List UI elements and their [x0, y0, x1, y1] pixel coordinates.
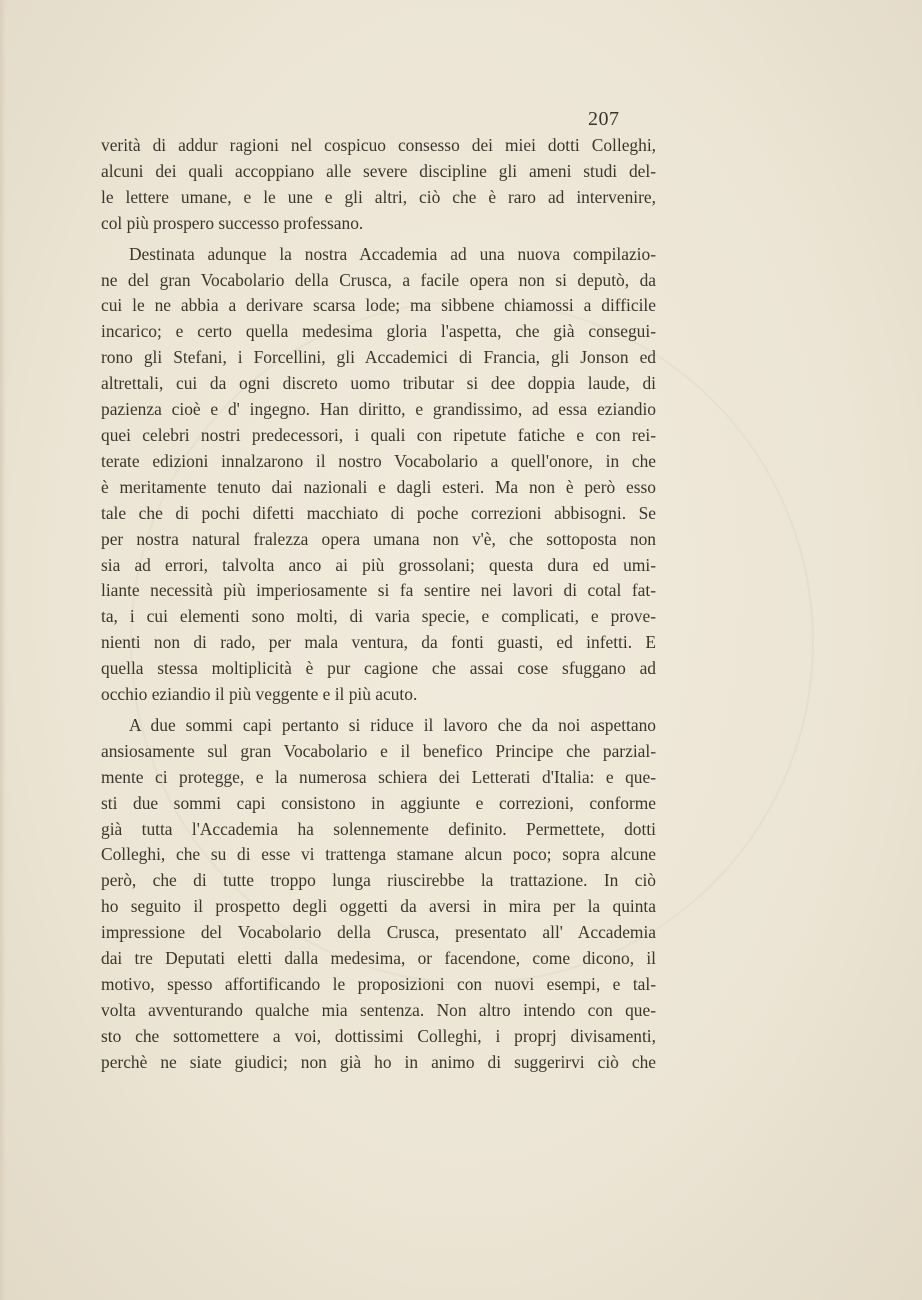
text-line: perchè ne siate giudici; non già ho in animo di suggerirvi ciò che	[101, 1051, 656, 1072]
text-line: è meritamente tenuto dai nazionali e dagli esteri. Ma non è però esso	[101, 476, 656, 497]
text-line: Destinata adunque la nostra Accademia ad una nuova compilazio-	[129, 243, 656, 264]
text-line: incarico; e certo quella medesima gloria l'aspetta, che già consegui-	[101, 321, 656, 342]
text-line: cui le ne abbia a derivare scarsa lode; ma sibbene chiamossi a difficile	[101, 295, 656, 316]
paragraph	[101, 133, 656, 237]
text-line: col più prospero successo professano.	[101, 212, 364, 233]
text-line: ansiosamente sul gran Vocabolario e il benefico Principe che parzial-	[101, 740, 656, 761]
text-line: sti due sommi capi consistono in aggiunte e correzioni, conforme	[101, 792, 656, 813]
text-line: rono gli Stefani, i Forcellini, gli Accademici di Francia, gli Jonson ed	[101, 347, 656, 368]
text-line: sto che sottomettere a voi, dottissimi Colleghi, i proprj divisamenti,	[101, 1025, 656, 1046]
text-line: impressione del Vocabolario della Crusca, presentato all' Accademia	[101, 922, 656, 943]
text-line: dai tre Deputati eletti dalla medesima, or facendone, come dicono, il	[101, 948, 656, 969]
page-edge-shadow	[0, 0, 6, 1300]
text-line: alcuni dei quali accoppiano alle severe discipline gli ameni studi del-	[101, 160, 656, 181]
text-line: ne del gran Vocabolario della Crusca, a facile opera non si deputò, da	[101, 269, 656, 290]
text-line: quei celebri nostri predecessori, i quali con ripetute fatiche e con rei-	[101, 424, 656, 445]
text-line: volta avventurando qualche mia sentenza. Non altro intendo con que-	[101, 999, 656, 1020]
paragraph	[101, 713, 656, 1076]
text-line: già tutta l'Accademia ha solennemente definito. Permettete, dotti	[101, 818, 656, 839]
text-line: però, che di tutte troppo lunga riuscirebbe la trattazione. In ciò	[101, 870, 656, 891]
text-line: liante necessità più imperiosamente si fa sentire nei lavori di cotal fat-	[101, 580, 656, 601]
text-line: occhio eziandio il più veggente e il più acuto.	[101, 684, 418, 705]
text-line: nienti non di rado, per mala ventura, da fonti guasti, ed infetti. E	[101, 632, 656, 653]
body-text	[101, 133, 656, 1076]
text-line: verità di addur ragioni nel cospicuo consesso dei miei dotti Colleghi,	[101, 135, 656, 155]
text-line: quella stessa moltiplicità è pur cagione che assai cose sfuggano ad	[101, 658, 656, 679]
text-line: terate edizioni innalzarono il nostro Vocabolario a quell'onore, in che	[101, 450, 656, 471]
text-line: le lettere umane, e le une e gli altri, ciò che è raro ad intervenire,	[101, 186, 656, 207]
text-line: motivo, spesso affortificando le proposizioni con nuovi esempi, e tal-	[101, 974, 656, 994]
text-line: mente ci protegge, e la numerosa schiera dei Letterati d'Italia: e que-	[101, 766, 656, 787]
page-number: 207	[588, 108, 620, 130]
paragraph	[101, 242, 656, 708]
text-line: Colleghi, che su di esse vi trattenga stamane alcun poco; sopra alcune	[101, 844, 656, 865]
text-line: ta, i cui elementi sono molti, di varia specie, e complicati, e prove-	[101, 606, 656, 627]
text-line: per nostra natural fralezza opera umana non v'è, che sottoposta non	[101, 528, 656, 549]
text-line: tale che di pochi difetti macchiato di poche correzioni abbisogni. Se	[101, 502, 656, 523]
text-line: ho seguito il prospetto degli oggetti da aversi in mira per la quinta	[101, 896, 656, 917]
text-line: sia ad errori, talvolta anco ai più grossolani; questa dura ed umi-	[101, 554, 656, 575]
text-line: altrettali, cui da ogni discreto uomo tributar si dee doppia laude, di	[101, 373, 656, 394]
text-line: pazienza cioè e d' ingegno. Han diritto, e grandissimo, ad essa eziandio	[101, 399, 656, 420]
text-line: A due sommi capi pertanto si riduce il lavoro che da noi aspettano	[129, 714, 656, 735]
